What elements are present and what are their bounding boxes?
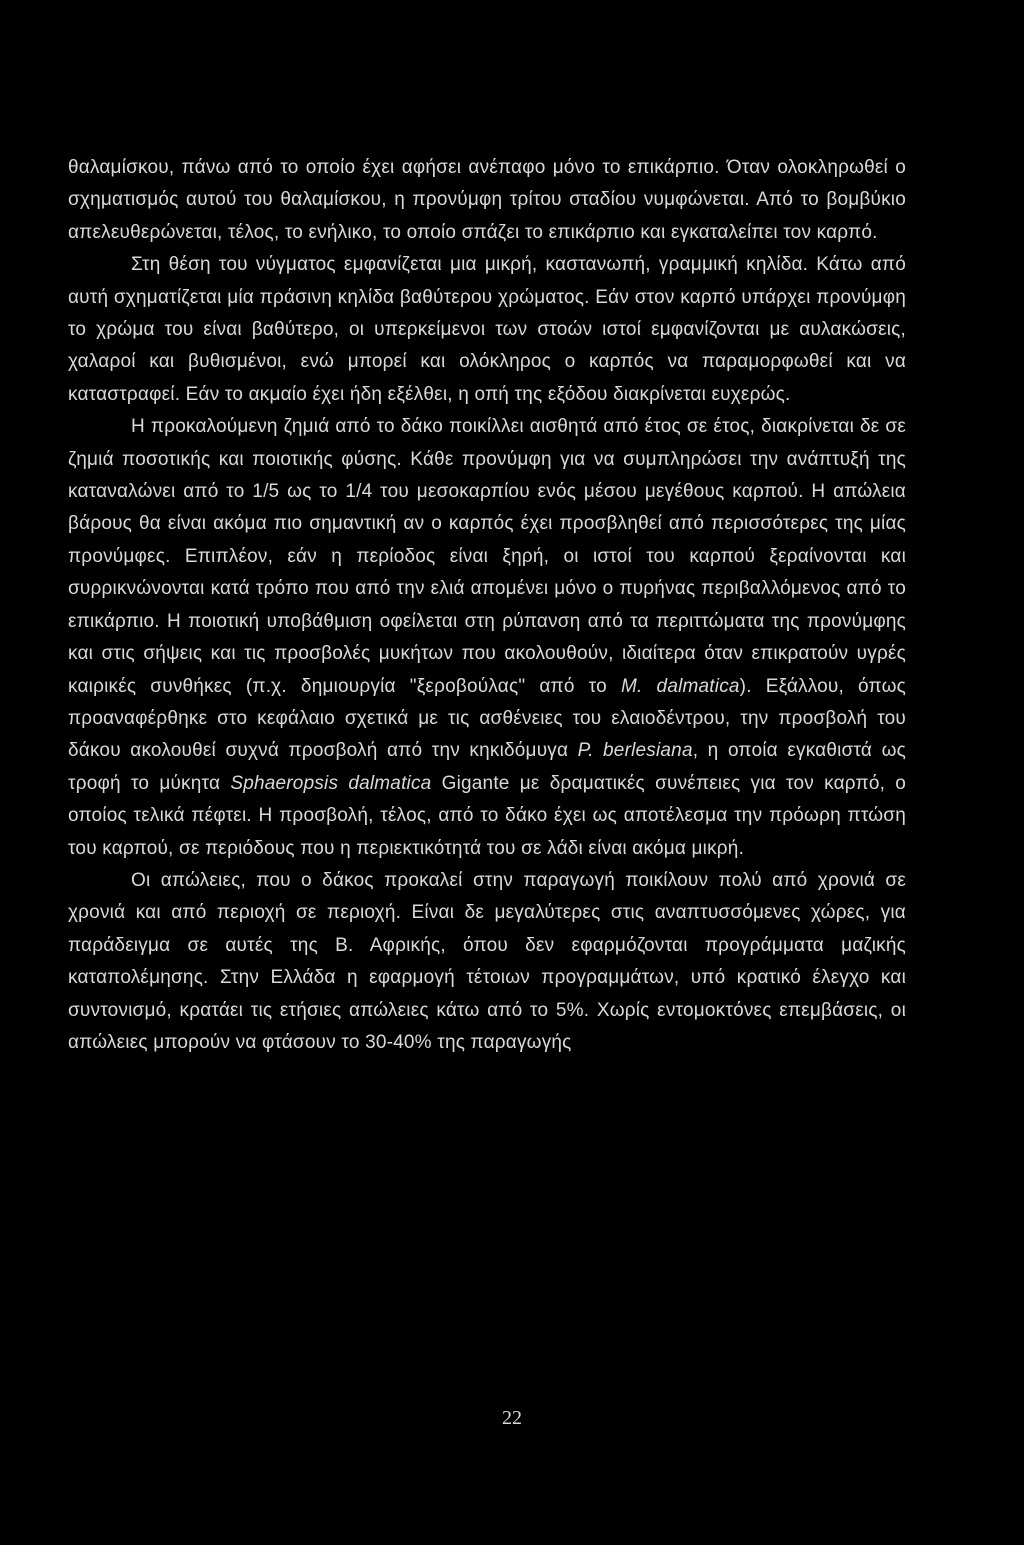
paragraph-2-text: Στη θέση του νύγματος εμφανίζεται μια μικρή, καστανωπή, γραμμική κηλίδα. Κάτω από αυτή σχηματίζεται μία πράσινη κηλίδα βαθύτερου χρώματος. Εάν στον καρπό υπάρχει προνύμφη το χρώμα του είναι βαθύτερο, οι υπερκείμενοι των στοών ιστοί εμφανίζονται με αυλακώσεις, χαλαροί και βυθισμένοι, ενώ μπορεί και ολόκληρος ο καρπός να παραμορφωθεί και να καταστραφεί. Εάν το ακμαίο έχει ήδη εξέλθει, η οπή της εξόδου διακρίνεται ευχερώς. (68, 254, 906, 405)
paragraph-1-text: θαλαμίσκου, πάνω από το οποίο έχει αφήσει ανέπαφο μόνο το επικάρπιο. Όταν ολοκληρωθεί ο σχηματισμός αυτού του θαλαμίσκου, η προνύμφη τρίτου σταδίου νυμφώνεται. Από το βομβύκιο απελευθερώνεται, τέλος, το ενήλικο, το οποίο σπάζει το επικάρπιο και εγκαταλείπει τον καρπό. (68, 157, 906, 243)
species-name-m-dalmatica: M. dalmatica (620, 675, 740, 697)
paragraph-1 (68, 152, 906, 249)
species-name-p-berlesiana: P. berlesiana (577, 740, 693, 762)
document-body (68, 152, 906, 1059)
paragraph-4 (68, 865, 906, 1059)
paragraph-4-text: Οι απώλειες, που ο δάκος προκαλεί στην παραγωγή ποικίλουν πολύ από χρονιά σε χρονιά και από περιοχή σε περιοχή. Είναι δε μεγαλύτερες στις αναπτυσσόμενες χώρες, για παράδειγμα σε αυτές της Β. Αφρικής, όπου δεν εφαρμόζονται προγράμματα μαζικής καταπολέμησης. Στην Ελλάδα η εφαρμογή τέτοιων προγραμμάτων, υπό κρατικό έλεγχο και συντονισμό, κρατάει τις ετήσιες απώλειες κάτω από το 5%. Χωρίς εντομοκτόνες επεμβάσεις, οι απώλειες μπορούν να φτάσουν το 30-40% της παραγωγής (68, 869, 906, 1053)
paragraph-3 (68, 411, 906, 865)
paragraph-3-text-b: ). Εξάλλου, όπως προαναφέρθηκε στο κεφάλαιο σχετικά με τις ασθένειες του ελαιοδέντρου, την προσβολή του δάκου ακολουθεί συχνά προσβολή από την κηκιδόμυγα (68, 675, 906, 762)
paragraph-3-text-d: Gigante με δραματικές συνέπειες για τον καρπό, ο οποίος τελικά πέφτει. Η προσβολή, τέλος, από το δάκο έχει ως αποτέλεσμα την πρόωρη πτώση του καρπού, σε περιόδους που η περιεκτικότητά του σε λάδι είναι ακόμα μικρή. (68, 772, 907, 859)
paragraph-3-text-a: Η προκαλούμενη ζημιά από το δάκο ποικίλλει αισθητά από έτος σε έτος, διακρίνεται δε σε ζημιά ποσοτικής και ποιοτικής φύσης. Κάθε προνύμφη για να συμπληρώσει την ανάπτυξή της καταναλώνει από το 1/5 ως το 1/4 του μεσοκαρπίου ενός μέσου μεγέθους καρπού. Η απώλεια βάρους θα είναι ακόμα πιο σημαντική αν ο καρπός έχει προσβληθεί από περισσότερες της μίας προνύμφες. Επιπλέον, εάν η περίοδος είναι ξηρή, οι ιστοί του καρπού ξεραίνονται και συρρικνώνονται κατά τρόπο που από την ελιά απομένει μόνο ο πυρήνας περιβαλλόμενος από το επικάρπιο. Η ποιοτική υποβάθμιση οφείλεται στη ρύπανση από τα περιττώματα της προνύμφης και στις σήψεις και τις προσβολές μυκήτων που ακολουθούν, ιδιαίτερα όταν επικρατούν υγρές καιρικές συνθήκες (π.χ. δημιουργία "ξεροβούλας" από το (68, 416, 906, 697)
page-number: 22 (502, 1407, 522, 1429)
species-name-sphaeropsis-dalmatica: Sphaeropsis dalmatica (230, 772, 432, 794)
paragraph-3-text-c: , η οποία εγκαθιστά ως τροφή το μύκητα (68, 740, 906, 794)
paragraph-2 (68, 249, 906, 411)
